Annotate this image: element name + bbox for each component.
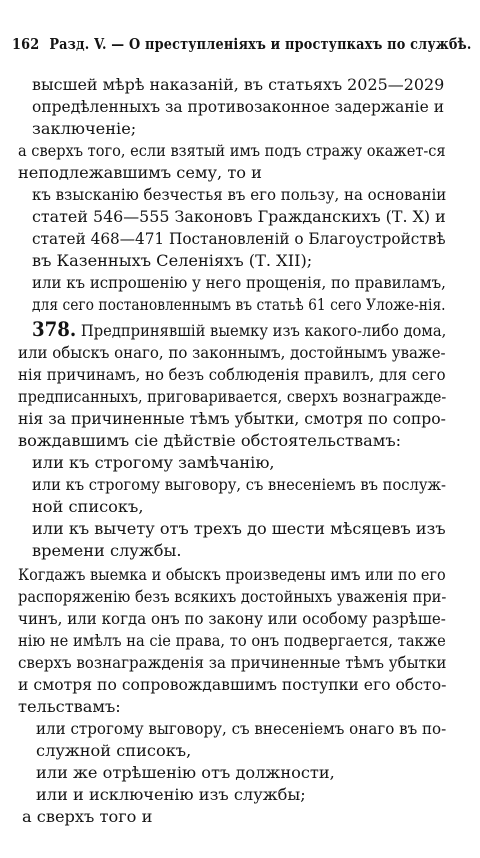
text-line: ной списокъ, xyxy=(32,497,144,516)
text-line: опредѣленныхъ за противозаконное задержаніе и xyxy=(32,97,445,116)
text-line: нія за причиненные тѣмъ убытки, смотря по сопро- xyxy=(18,409,446,428)
text-line: высшей мѣрѣ наказаній, въ статьяхъ 2025—2029 xyxy=(32,75,445,94)
text-line: или къ испрошенію у него прощенія, по правиламъ, xyxy=(32,273,446,292)
text-line: для сего постановленнымъ въ статьѣ 61 сего Уложе-нія. xyxy=(32,295,446,314)
text-line: нія причинамъ, но безъ соблюденія правилъ, для сего xyxy=(18,365,446,384)
text-line: Предпринявшій выемку изъ какого-либо дома, xyxy=(80,321,447,340)
article-first-line xyxy=(32,317,447,341)
text-line: или же отрѣшенію отъ должности, xyxy=(36,763,335,782)
text-line: вождавшимъ сіе дѣйствіе обстоятельствамъ: xyxy=(18,431,402,450)
text-line: статей 468—471 Постановленій о Благоустройствѣ xyxy=(32,229,446,248)
running-title: Разд. V. — О преступленіяхъ и проступкахъ по службѣ. xyxy=(49,36,472,53)
text-line: статей 546—555 Законовъ Гражданскихъ (Т. X) и xyxy=(32,207,446,226)
text-line: а сверхъ того, если взятый имъ подъ стражу окажет-ся xyxy=(18,141,446,160)
text-line: сверхъ вознагражденія за причиненные тѣмъ убытки xyxy=(18,653,447,672)
text-line: въ Казенныхъ Селеніяхъ (Т. XII); xyxy=(32,251,313,270)
text-line: нію не имѣлъ на сіе права, то онъ подвергается, также xyxy=(18,631,446,650)
text-line: распоряженію безъ всякихъ достойныхъ уваженія при- xyxy=(18,587,447,606)
running-header xyxy=(12,36,472,53)
text-line: или и исключенію изъ службы; xyxy=(36,785,306,804)
page-number: 162 xyxy=(12,36,40,53)
text-line: неподлежавшимъ сему, то и xyxy=(18,163,262,182)
text-line: или къ вычету отъ трехъ до шести мѣсяцевъ изъ xyxy=(32,519,446,538)
text-line: и смотря по сопровождавшимъ поступки его обсто- xyxy=(18,675,447,694)
article-number: 378. xyxy=(32,317,77,341)
text-line: Когдажъ выемка и обыскъ произведены имъ или по его xyxy=(18,565,446,584)
text-line: служной списокъ, xyxy=(36,741,192,760)
text-line: чинъ, или когда онъ по закону или особому разрѣше- xyxy=(18,609,446,628)
text-line: или строгому выговору, съ внесеніемъ онаго въ по- xyxy=(36,719,447,738)
text-line: или къ строгому замѣчанію, xyxy=(32,453,275,472)
text-line: заключеніе; xyxy=(32,119,137,138)
text-line: къ взысканію безчестья въ его пользу, на основаніи xyxy=(32,185,447,204)
text-line: или обыскъ онаго, по законнымъ, достойнымъ уваже- xyxy=(18,343,446,362)
text-line: или къ строгому выговору, съ внесеніемъ въ послуж- xyxy=(32,475,447,494)
text-line: предписанныхъ, приговаривается, сверхъ вознагражде- xyxy=(18,387,447,406)
text-line: времени службы. xyxy=(32,541,182,560)
text-line: а сверхъ того и xyxy=(22,807,153,826)
text-line: тельствамъ: xyxy=(18,697,121,716)
